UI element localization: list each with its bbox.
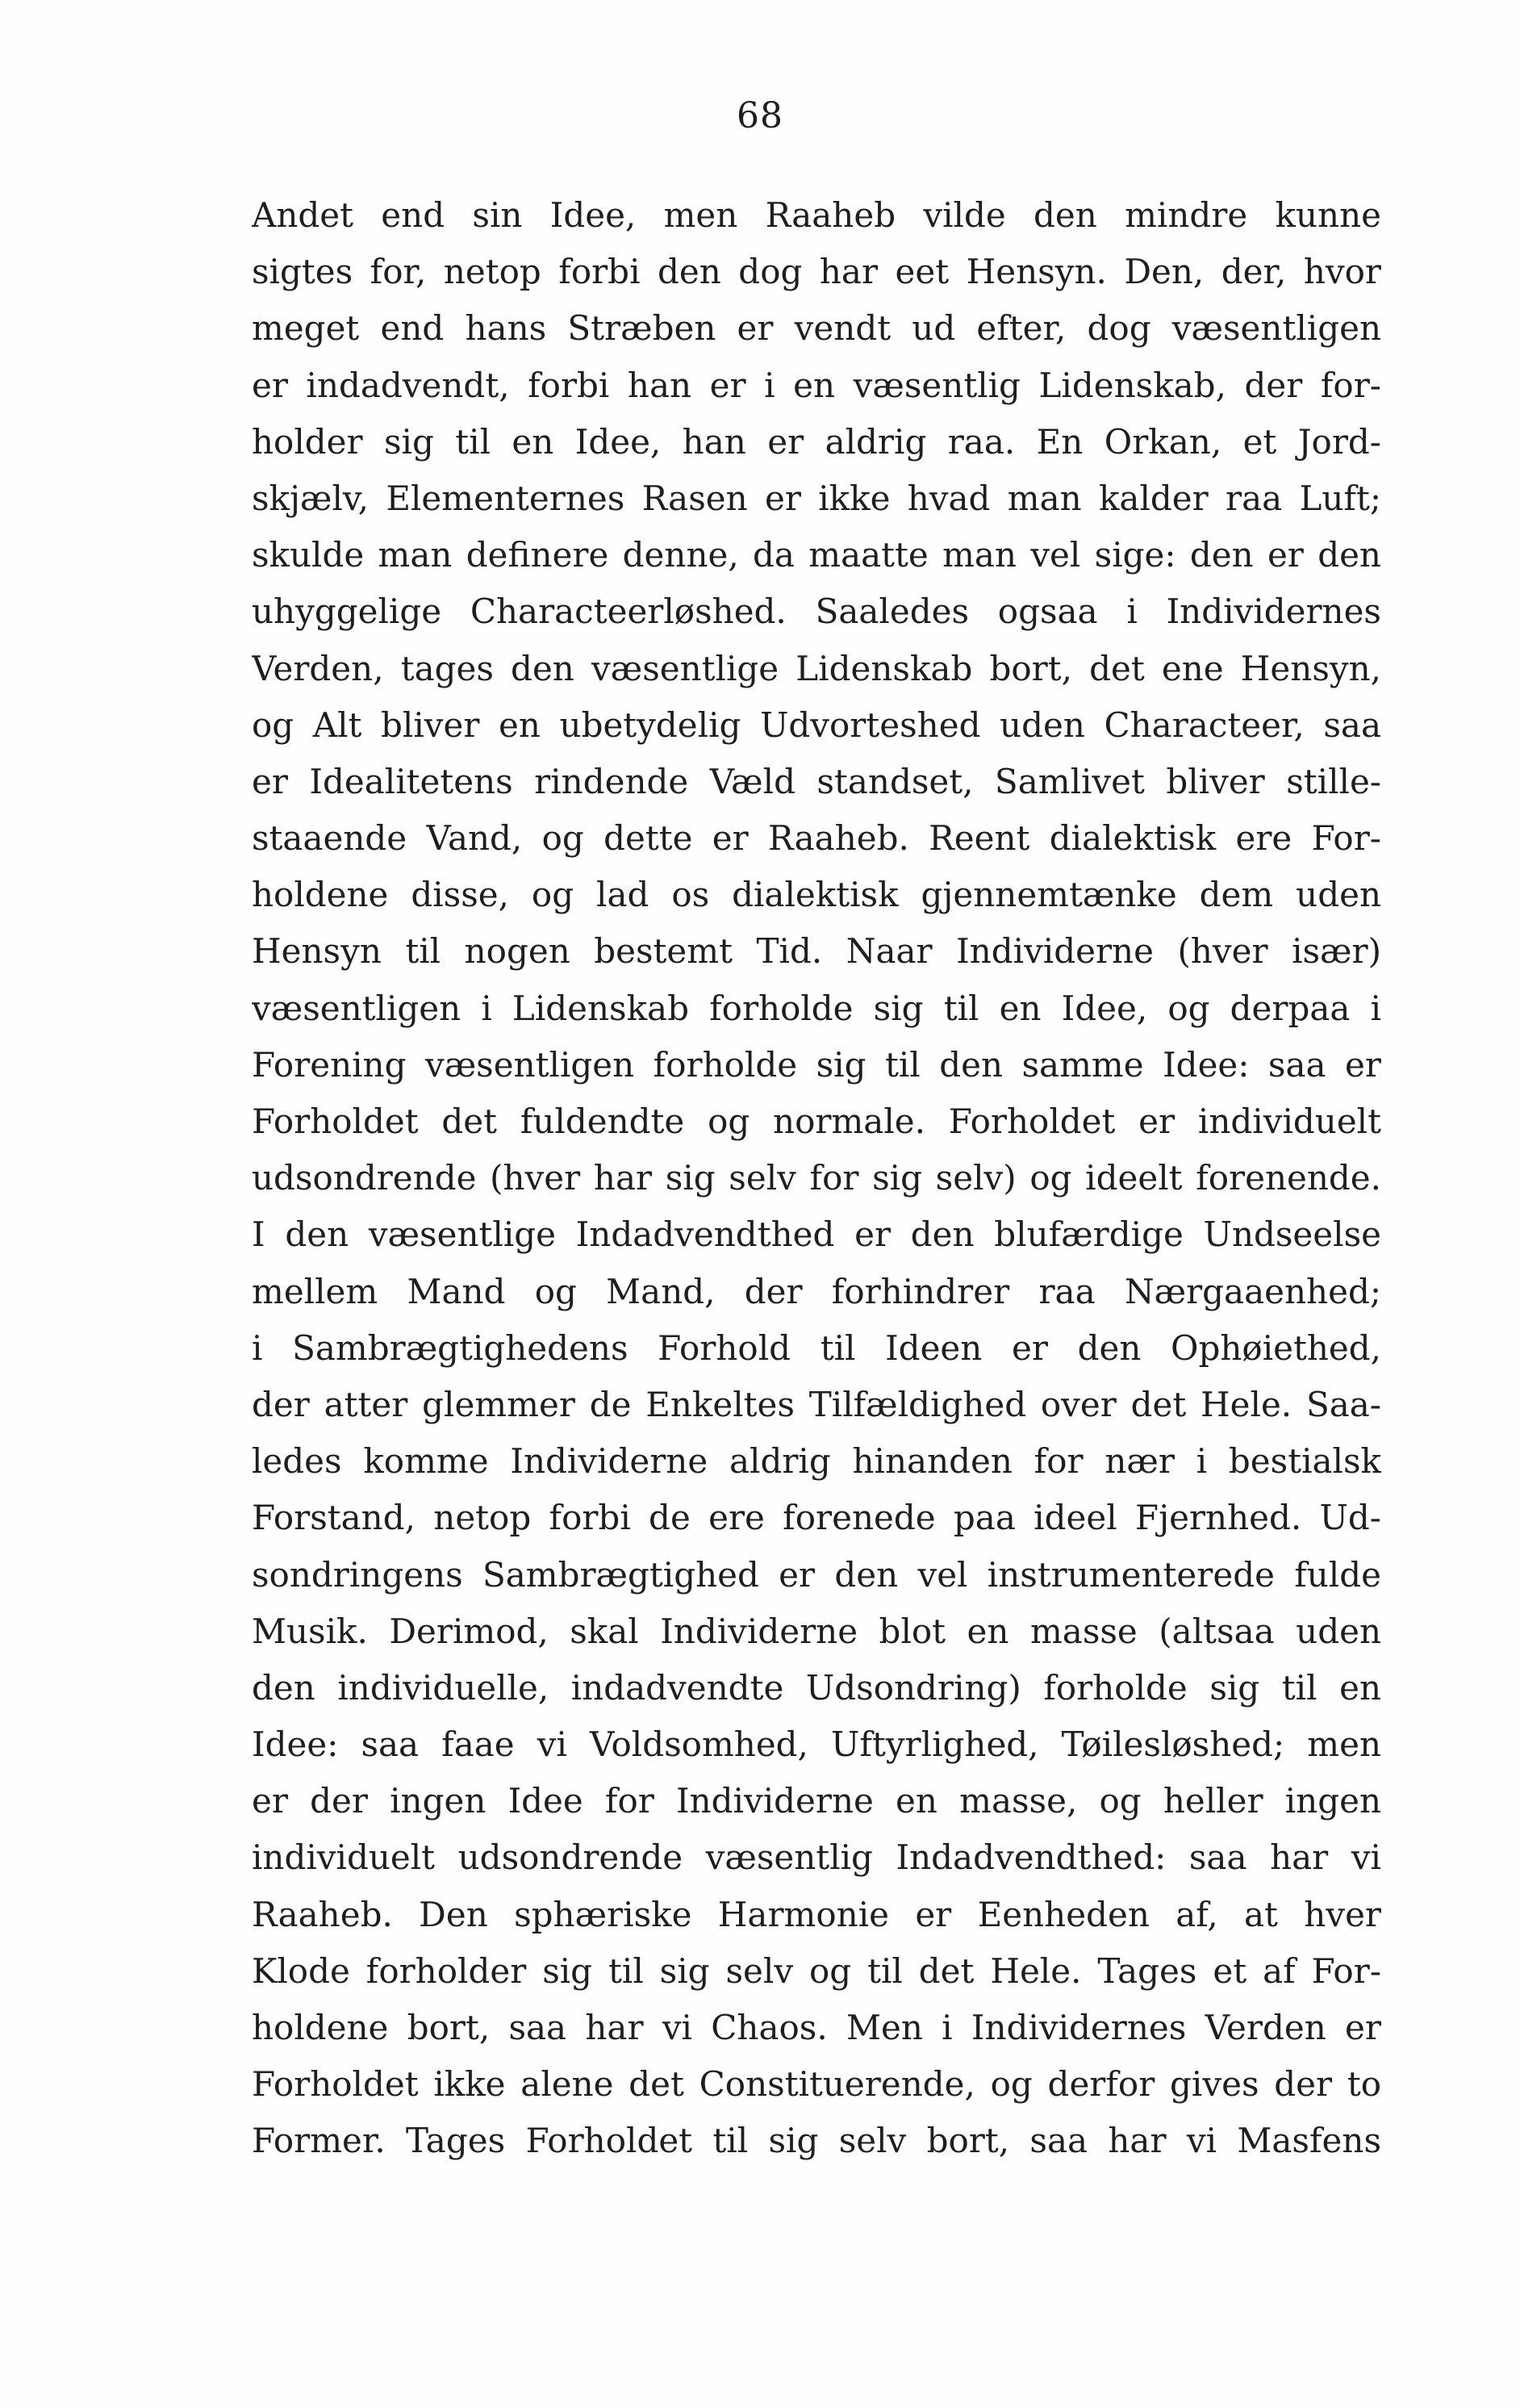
text-line: sondringens Sambrægtighed er den vel instrumenterede fulde [252, 1554, 1381, 1595]
text-line: staaende Vand, og dette er Raaheb. Reent dialektisk ere For- [252, 818, 1381, 859]
text-line: Hensyn til nogen bestemt Tid. Naar Individerne (hver især) [252, 931, 1381, 972]
text-line: holdene disse, og lad os dialektisk gjennemtænke dem uden [252, 875, 1381, 915]
text-line: Former. Tages Forholdet til sig selv bort, saa har vi Masfens [252, 2121, 1381, 2161]
text-line: holdene bort, saa har vi Chaos. Men i Individernes Verden er [252, 2008, 1381, 2047]
text-line: Musik. Derimod, skal Individerne blot en masse (altsaa uden [252, 1611, 1381, 1651]
text-line: Verden, tages den væsentlige Lidenskab bort, det ene Hensyn, [252, 648, 1381, 688]
text-line: udsondrende (hver har sig selv for sig selv) og ideelt forenende. [252, 1158, 1381, 1198]
text-line: Andet end sin Idee, men Raaheb vilde den mindre kunne [252, 195, 1381, 235]
text-line: Klode forholder sig til sig selv og til det Hele. Tages et af For- [252, 1950, 1381, 1991]
text-line: Forening væsentligen forholde sig til den samme Idee: saa er [252, 1044, 1381, 1085]
text-line: mellem Mand og Mand, der forhindrer raa Nærgaaenhed; [252, 1271, 1381, 1311]
text-line: væsentligen i Lidenskab forholde sig til en Idee, og derpaa i [252, 988, 1381, 1028]
text-line: I den væsentlige Indadvendthed er den blufærdige Undseelse [252, 1214, 1381, 1255]
text-line: Raaheb. Den sphæriske Harmonie er Eenheden af, at hver [252, 1894, 1381, 1934]
text-line: sigtes for, netop forbi den dog har eet Hensyn. Den, der, hvor [252, 252, 1381, 292]
text-line: Idee: saa faae vi Voldsomhed, Uftyrlighed, Tøilesløshed; men [252, 1724, 1381, 1765]
text-line: der atter glemmer de Enkeltes Tilfældighed over det Hele. Saa- [252, 1384, 1381, 1424]
text-line: uhyggelige Characteerløshed. Saaledes ogsaa i Individernes [252, 592, 1381, 632]
text-line: holder sig til en Idee, han er aldrig raa. En Orkan, et Jord- [252, 421, 1381, 462]
text-line: den individuelle, indadvendte Udsondring) forholde sig til en [252, 1667, 1381, 1708]
text-line: skjælv, Elementernes Rasen er ikke hvad man kalder raa Luft; [252, 478, 1381, 518]
text-line: Forstand, netop forbi de ere forenede paa ideel Fjernhed. Ud- [252, 1498, 1381, 1538]
text-line: meget end hans Stræben er vendt ud efter, dog væsentligen [252, 308, 1381, 349]
text-line: ledes komme Individerne aldrig hinanden for nær i bestialsk [252, 1441, 1381, 1482]
text-line: er indadvendt, forbi han er i en væsentlig Lidenskab, der for- [252, 365, 1381, 405]
text-line: Forholdet ikke alene det Constituerende, og derfor gives der to [252, 2064, 1381, 2105]
text-line: og Alt bliver en ubetydelig Udvorteshed uden Characteer, saa [252, 704, 1381, 745]
text-line: individuelt udsondrende væsentlig Indadvendthed: saa har vi [252, 1837, 1381, 1878]
text-line: Forholdet det fuldendte og normale. Forholdet er individuelt [252, 1102, 1381, 1141]
page-number: 68 [737, 95, 783, 136]
text-line: i Sambrægtighedens Forhold til Ideen er den Ophøiethed, [252, 1327, 1381, 1368]
text-line: er Idealitetens rindende Væld standset, Samlivet bliver stille- [252, 761, 1381, 801]
text-line: er der ingen Idee for Individerne en masse, og heller ingen [252, 1781, 1381, 1821]
body-text [252, 187, 1381, 2170]
text-line: skulde man definere denne, da maatte man vel sige: den er den [252, 535, 1381, 575]
